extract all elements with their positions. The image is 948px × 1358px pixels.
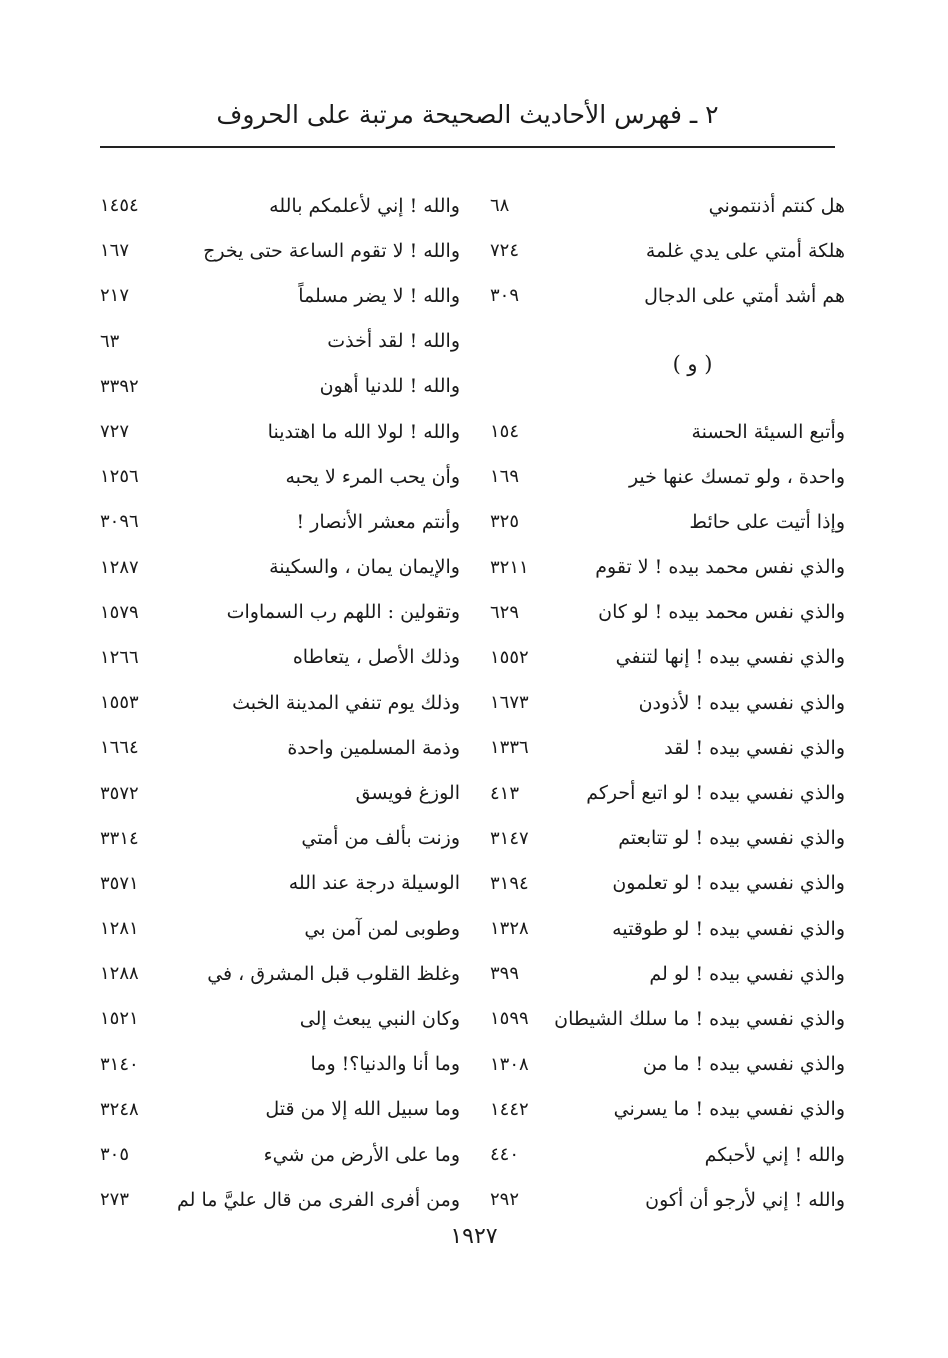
hadith-number: ٣٥٧١ xyxy=(100,872,139,894)
hadith-text: والذي نفسي بيده ! لقد xyxy=(664,736,845,759)
hadith-text: ومن أفرى الفرى من قال عليَّ ما لم xyxy=(176,1188,460,1211)
hadith-text: هلكة أمتي على يدي غلمة xyxy=(645,239,845,262)
index-column-left xyxy=(100,183,460,1222)
hadith-text: واحدة ، ولو تمسك عنها خير xyxy=(628,465,845,488)
hadith-number: ٣١٤٧ xyxy=(490,827,529,849)
hadith-text: وما سبيل الله إلا من قتل xyxy=(265,1098,460,1121)
hadith-number: ٣٥٧٢ xyxy=(100,782,139,804)
index-entry-row xyxy=(100,1042,460,1087)
index-entry-row xyxy=(100,409,460,454)
hadith-number: ١٤٥٤ xyxy=(100,195,139,217)
hadith-number: ٣٠٩٦ xyxy=(100,511,139,533)
hadith-number: ١٢٨٨ xyxy=(100,963,139,985)
hadith-number: ١٤٤٢ xyxy=(490,1098,529,1120)
hadith-text: الوزغ فويسق xyxy=(355,782,460,805)
index-entry-row xyxy=(480,680,845,725)
index-entry-row xyxy=(480,590,845,635)
index-entry-row xyxy=(480,228,845,273)
index-entry-row xyxy=(480,409,845,454)
hadith-number: ٧٢٧ xyxy=(100,421,130,443)
hadith-text: والله ! لولا الله ما اهتدينا xyxy=(267,420,460,443)
index-entry-row xyxy=(480,996,845,1041)
hadith-text: والذي نفسي بيده ! لأذودن xyxy=(638,691,845,714)
hadith-number: ٣٩٩ xyxy=(490,963,520,985)
hadith-number: ٣٣١٤ xyxy=(100,827,139,849)
hadith-text: والذي نفسي بيده ! ما يسرني xyxy=(613,1098,845,1121)
hadith-text: وطوبى لمن آمن بي xyxy=(304,917,460,940)
hadith-number: ١٥٩٩ xyxy=(490,1008,529,1030)
index-entry-row xyxy=(100,1177,460,1222)
hadith-text: وأنتم معشر الأنصار ! xyxy=(296,510,460,533)
index-entry-row xyxy=(480,1132,845,1177)
hadith-text: والذي نفسي بيده ! لو تتابعتم xyxy=(618,827,845,850)
index-entry-row xyxy=(480,951,845,996)
hadith-text: والذي نفسي بيده ! ما سلك الشيطان xyxy=(554,1007,845,1030)
index-entry-row xyxy=(100,635,460,680)
index-entry-row xyxy=(100,364,460,409)
index-entry-row xyxy=(480,906,845,951)
hadith-text: هم أشد أمتي على الدجال xyxy=(644,284,845,307)
index-entry-row xyxy=(100,183,460,228)
hadith-number: ٢٩٢ xyxy=(490,1189,520,1211)
index-entry-row xyxy=(480,183,845,228)
hadith-number: ١٢٨١ xyxy=(100,918,139,940)
hadith-text: والله ! لا تقوم الساعة حتى يخرج xyxy=(203,239,460,262)
index-entry-row xyxy=(480,1042,845,1087)
hadith-text: والذي نفسي بيده ! لو اتبع أحركم xyxy=(586,782,845,805)
index-entry-row xyxy=(100,273,460,318)
hadith-number: ١٢٨٧ xyxy=(100,556,139,578)
hadith-number: ٤٤٠ xyxy=(490,1144,520,1166)
hadith-text: هل كنتم أذنتموني xyxy=(708,194,845,217)
hadith-text: والذي نفس محمد بيده ! لا تقوم xyxy=(595,556,845,579)
hadith-text: والله ! إني لأحبكم xyxy=(704,1143,845,1166)
index-entry-row xyxy=(480,1177,845,1222)
index-entry-row xyxy=(480,545,845,590)
hadith-number: ١٢٥٦ xyxy=(100,466,139,488)
hadith-text: وكان النبي يبعث إلى xyxy=(299,1007,460,1030)
hadith-text: وأتبع السيئة الحسنة xyxy=(691,420,845,443)
index-entry-row xyxy=(100,725,460,770)
hadith-number: ٣٠٥ xyxy=(100,1144,130,1166)
hadith-number: ١٣٠٨ xyxy=(490,1053,529,1075)
hadith-text: وذلك يوم تنفي المدينة الخبث xyxy=(232,691,460,714)
hadith-number: ٢١٧ xyxy=(100,285,130,307)
header-divider xyxy=(100,146,835,148)
index-entry-row xyxy=(100,1087,460,1132)
index-entry-row xyxy=(100,1132,460,1177)
hadith-number: ١٥٥٣ xyxy=(100,692,139,714)
hadith-number: ١٦٧ xyxy=(100,240,130,262)
hadith-text: وغلظ القلوب قبل المشرق ، في xyxy=(207,962,460,985)
index-entry-row xyxy=(480,725,845,770)
index-entry-row xyxy=(100,906,460,951)
index-entry-row xyxy=(100,499,460,544)
hadith-text: وذلك الأصل ، يتعاطاه xyxy=(292,646,460,669)
hadith-text: والله ! إني لأعلمكم بالله xyxy=(269,194,460,217)
index-entry-row xyxy=(480,816,845,861)
hadith-number: ١٣٣٦ xyxy=(490,737,529,759)
index-entry-row xyxy=(480,454,845,499)
index-entry-row xyxy=(100,454,460,499)
hadith-text: والذي نفسي بيده ! لو طوقتيه xyxy=(612,917,845,940)
index-entry-row xyxy=(480,635,845,680)
page-header-title: ٢ ـ فهرس الأحاديث الصحيحة مرتبة على الحروف xyxy=(216,100,719,129)
hadith-text: والذي نفسي بيده ! إنها لتنفي xyxy=(615,646,845,669)
right-entries-before-section xyxy=(480,183,845,319)
index-entry-row xyxy=(100,228,460,273)
hadith-number: ٦٨ xyxy=(490,195,510,217)
index-entry-row xyxy=(100,996,460,1041)
hadith-number: ١٥٢١ xyxy=(100,1008,139,1030)
hadith-text: والله ! للدنيا أهون xyxy=(319,375,460,398)
index-entry-row xyxy=(100,951,460,996)
hadith-number: ١٥٤ xyxy=(490,421,520,443)
index-entry-row xyxy=(480,861,845,906)
hadith-number: ٣١٩٤ xyxy=(490,872,529,894)
hadith-text: والله ! لا يضر مسلماً xyxy=(298,284,460,307)
index-entry-row xyxy=(100,545,460,590)
index-entry-row xyxy=(480,499,845,544)
index-entry-row xyxy=(100,680,460,725)
hadith-number: ٣٢٤٨ xyxy=(100,1098,139,1120)
hadith-text: والذي نفسي بيده ! لو تعلمون xyxy=(612,872,845,895)
hadith-text: والذي نفسي بيده ! ما من xyxy=(642,1053,845,1076)
hadith-number: ١٥٧٩ xyxy=(100,601,139,623)
hadith-text: وإذا أتيت على حائط xyxy=(689,510,845,533)
hadith-text: وما أنا والدنيا؟! وما xyxy=(310,1053,460,1076)
hadith-number: ٣٢٥ xyxy=(490,511,520,533)
section-heading-waw: ( و ) xyxy=(672,351,713,376)
index-column-right xyxy=(480,183,845,1222)
hadith-text: والله ! إني لأرجو أن أكون xyxy=(645,1188,845,1211)
hadith-number: ٧٢٤ xyxy=(490,240,520,262)
hadith-number: ١٦٦٤ xyxy=(100,737,139,759)
hadith-number: ٦٢٩ xyxy=(490,601,520,623)
hadith-text: والذي نفسي بيده ! لو لم xyxy=(649,962,845,985)
index-entry-row xyxy=(100,770,460,815)
hadith-number: ٣١٤٠ xyxy=(100,1053,139,1075)
hadith-number: ١٥٥٢ xyxy=(490,646,529,668)
hadith-text: والإيمان يمان ، والسكينة xyxy=(269,556,460,579)
hadith-number: ١٦٩ xyxy=(490,466,520,488)
hadith-text: والذي نفس محمد بيده ! لو كان xyxy=(598,601,845,624)
hadith-text: والله ! لقد أخذت xyxy=(327,330,460,353)
hadith-text: وما على الأرض من شيء xyxy=(263,1143,460,1166)
hadith-text: وزنت بألف من أمتي xyxy=(301,827,460,850)
hadith-number: ٣٠٩ xyxy=(490,285,520,307)
left-entries xyxy=(100,183,460,1222)
page-number: ١٩٢٧ xyxy=(450,1224,498,1249)
hadith-number: ١٦٧٣ xyxy=(490,692,529,714)
hadith-text: وذمة المسلمين واحدة xyxy=(287,736,460,759)
index-entry-row xyxy=(100,590,460,635)
index-entry-row xyxy=(100,861,460,906)
hadith-text: وتقولين : اللهم رب السماوات xyxy=(226,601,460,624)
index-entry-row xyxy=(480,770,845,815)
hadith-number: ٦٣ xyxy=(100,330,120,352)
hadith-number: ٤١٣ xyxy=(490,782,520,804)
hadith-number: ٣٣٩٢ xyxy=(100,375,139,397)
hadith-number: ١٢٦٦ xyxy=(100,646,139,668)
right-entries-after-section xyxy=(480,409,845,1222)
hadith-text: الوسيلة درجة عند الله xyxy=(288,872,460,895)
hadith-number: ٢٧٣ xyxy=(100,1189,130,1211)
index-entry-row xyxy=(100,319,460,364)
hadith-text: وأن يحب المرء لا يحبه xyxy=(285,465,460,488)
index-entry-row xyxy=(480,1087,845,1132)
index-entry-row xyxy=(480,273,845,318)
index-entry-row xyxy=(100,816,460,861)
hadith-number: ٣٢١١ xyxy=(490,556,529,578)
hadith-number: ١٣٢٨ xyxy=(490,918,529,940)
